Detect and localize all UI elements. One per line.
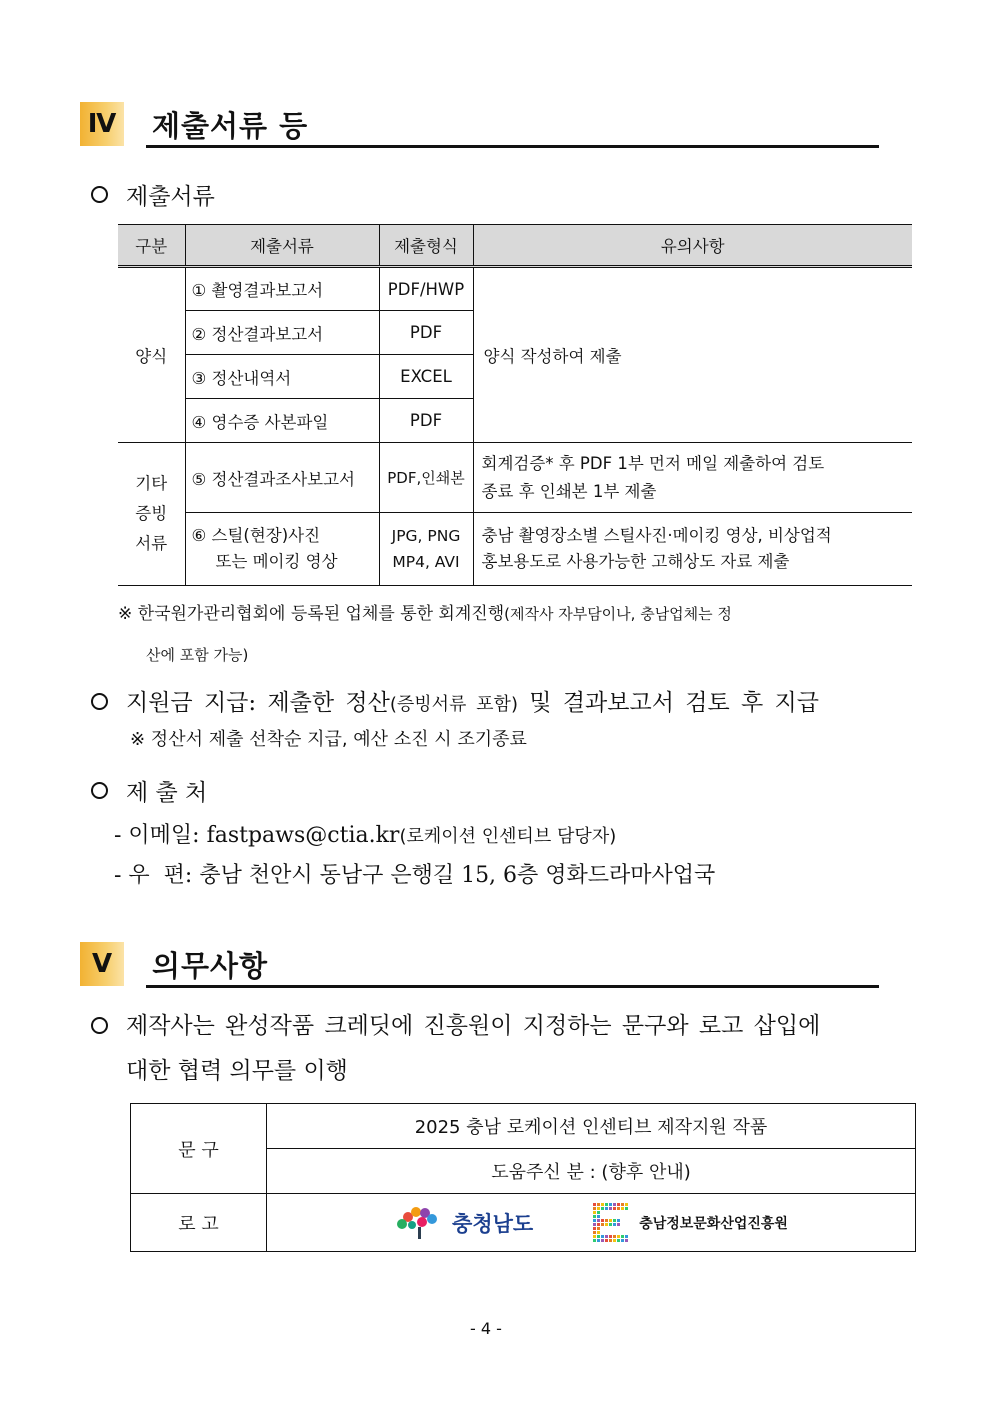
section-4-title: 제출서류 등: [152, 109, 309, 143]
submit-docs-heading: 제출서류: [126, 184, 215, 210]
obligation-text-line1: 제작사는 완성작품 크레딧에 진흥원이 지정하는 문구와 로고 삽입에: [126, 1013, 821, 1039]
table-cell-format: PDF/HWP: [379, 267, 473, 311]
bullet-icon: [91, 186, 108, 203]
payment-note: ※ 정산서 제출 선착순 지급, 예산 소진 시 조기종료: [130, 729, 527, 750]
chungnam-flower-icon: [394, 1205, 446, 1241]
header-category: 구분: [118, 225, 185, 267]
group-other-evidence: 기타 증빙 서류: [118, 443, 185, 586]
section-4-rule: [146, 145, 879, 148]
credit-table: [130, 1103, 916, 1252]
bullet-icon: [91, 693, 108, 710]
ctia-grid-icon: [593, 1203, 631, 1243]
logo1-text: 충청남도: [452, 1211, 534, 1236]
table-cell-doc: ① 촬영결과보고서: [185, 267, 379, 311]
header-format: 제출형식: [379, 225, 473, 267]
chungnam-logo: [394, 1205, 533, 1241]
section-5-rule: [146, 985, 879, 988]
section-5-title: 의무사항: [152, 949, 269, 983]
table-cell-format: PDF: [379, 399, 473, 443]
table-cell-note: 회계검증* 후 PDF 1부 먼저 메일 제출하여 검토 종료 후 인쇄본 1부 제출: [473, 443, 912, 513]
destination-email: - 이메일: fastpaws@ctia.kr(로케이션 인센티브 담당자): [114, 823, 617, 848]
bullet-icon: [91, 782, 108, 799]
payment-text: 지원금 지급: 제출한 정산(증빙서류 포함) 및 결과보고서 검토 후 지급: [126, 690, 819, 716]
page-number: - 4 -: [470, 1319, 502, 1338]
obligation-text-line2: 대한 협력 의무를 이행: [126, 1058, 348, 1084]
group-form: 양식: [118, 267, 185, 443]
section-5-badge: Ⅴ: [80, 942, 124, 986]
label-logo: 로 고: [131, 1194, 267, 1252]
table-cell-format: PDF: [379, 311, 473, 355]
footnote-accounting: ※ 한국원가관리협회에 등록된 업체를 통한 회계진행(제작사 자부담이나, 충남업체는 정: [118, 604, 732, 624]
submit-docs-table: [118, 224, 912, 586]
footnote-accounting-cont: 산에 포함 가능): [146, 646, 249, 664]
ctia-logo: [593, 1203, 788, 1243]
phrase-2: 도움주신 분 : (향후 안내): [267, 1149, 916, 1194]
header-notes: 유의사항: [473, 225, 912, 267]
table-cell-note: 양식 작성하여 제출: [473, 267, 912, 443]
phrase-1: 2025 충남 로케이션 인센티브 제작지원 작품: [267, 1104, 916, 1149]
table-cell-format: PDF,인쇄본: [379, 443, 473, 513]
table-cell-doc: ⑤ 정산결과조사보고서: [185, 443, 379, 513]
table-cell-format: EXCEL: [379, 355, 473, 399]
logo-cell: [267, 1194, 916, 1252]
section-4-badge: Ⅳ: [80, 102, 124, 146]
header-document: 제출서류: [185, 225, 379, 267]
label-phrase: 문 구: [131, 1104, 267, 1194]
table-cell-doc: ③ 정산내역서: [185, 355, 379, 399]
table-cell-doc: ② 정산결과보고서: [185, 311, 379, 355]
table-cell-doc: ④ 영수증 사본파일: [185, 399, 379, 443]
destination-heading: 제 출 처: [126, 780, 208, 806]
table-cell-format: JPG, PNG MP4, AVI: [379, 513, 473, 586]
destination-post: - 우 편: 충남 천안시 동남구 은행길 15, 6층 영화드라마사업국: [114, 863, 716, 888]
logo2-text: 충남정보문화산업진흥원: [639, 1215, 788, 1232]
table-cell-doc: ⑥ 스틸(현장)사진 또는 메이킹 영상: [185, 513, 379, 586]
table-cell-note: 충남 촬영장소별 스틸사진·메이킹 영상, 비상업적 홍보용도로 사용가능한 고해상도 자료 제출: [473, 513, 912, 586]
bullet-icon: [91, 1017, 108, 1034]
